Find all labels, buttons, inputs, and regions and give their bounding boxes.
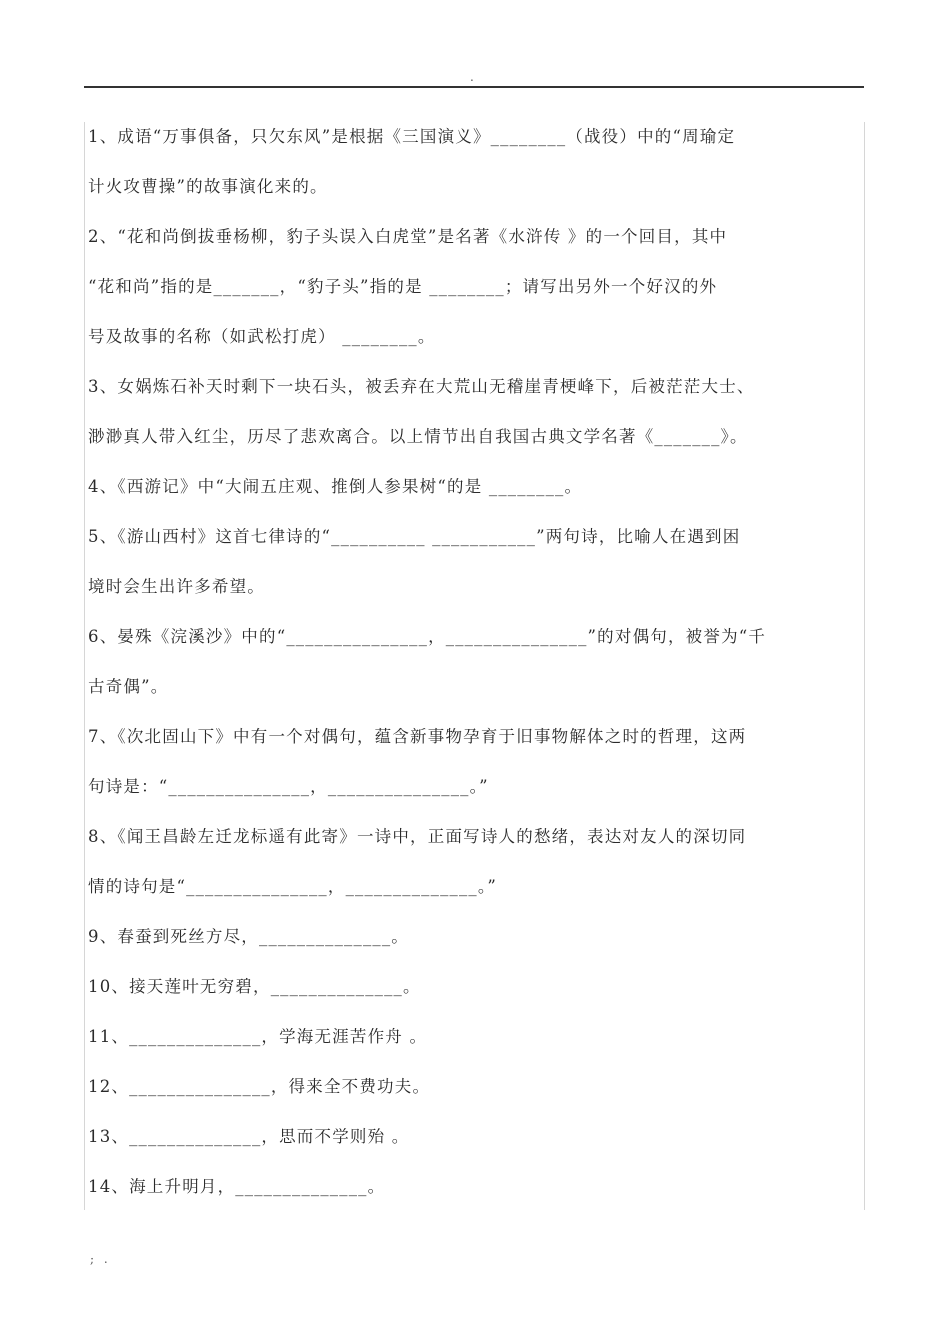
question-1-line-1: 1、成语“万事俱备，只欠东风”是根据《三国演义》________（战役）中的“周瑜定 bbox=[88, 127, 736, 146]
question-9: 9、春蚕到死丝方尽，______________。 bbox=[88, 927, 409, 946]
header-rule bbox=[84, 86, 864, 88]
question-list bbox=[88, 112, 860, 1212]
question-2-line-1: 2、“花和尚倒拔垂杨柳，豹子头误入白虎堂”是名著《水浒传 》的一个回目，其中 bbox=[88, 227, 728, 246]
question-7-line-2: 句诗是：“_______________，_______________。” bbox=[88, 777, 489, 796]
question-3-line-2: 渺渺真人带入红尘，历尽了悲欢离合。以上情节出自我国古典文学名著《_______》。 bbox=[88, 427, 748, 446]
question-5-line-2: 境时会生出许多希望。 bbox=[88, 577, 265, 596]
question-13: 13、______________，思而不学则殆 。 bbox=[88, 1127, 410, 1146]
question-8-line-2: 情的诗句是“_______________，______________。” bbox=[88, 877, 497, 896]
question-6-line-2: 古奇偶”。 bbox=[88, 677, 169, 696]
table-border-right bbox=[864, 122, 865, 1210]
header-mark: . bbox=[470, 70, 474, 84]
question-10: 10、接天莲叶无穷碧，______________。 bbox=[88, 977, 421, 996]
table-border-left bbox=[84, 122, 85, 1210]
question-6-line-1: 6、晏殊《浣溪沙》中的“_______________，_______________”的对偶句，被誉为“千 bbox=[88, 627, 767, 646]
question-4: 4、《西游记》中“大闹五庄观、推倒人参果树“的是 ________。 bbox=[88, 477, 583, 496]
question-11: 11、______________，学海无涯苦作舟 。 bbox=[88, 1027, 428, 1046]
question-5-line-1: 5、《游山西村》这首七律诗的“__________ ___________”两句诗，比喻人在遇到困 bbox=[88, 527, 741, 546]
question-8-line-1: 8、《闻王昌龄左迁龙标遥有此寄》一诗中，正面写诗人的愁绪，表达对友人的深切同 bbox=[88, 827, 747, 846]
question-3-line-1: 3、女娲炼石补天时剩下一块石头，被丢弃在大荒山无稽崖青梗峰下，后被茫茫大士、 bbox=[88, 377, 755, 396]
question-14: 14、海上升明月，______________。 bbox=[88, 1177, 386, 1196]
question-7-line-1: 7、《次北固山下》中有一个对偶句，蕴含新事物孕育于旧事物解体之时的哲理，这两 bbox=[88, 727, 747, 746]
question-12: 12、_______________，得来全不费功夫。 bbox=[88, 1077, 431, 1096]
question-2-line-2: “花和尚”指的是_______，“豹子头”指的是 ________；请写出另外一个好汉的外 bbox=[88, 277, 718, 296]
footer-mark: ; . bbox=[90, 1252, 111, 1266]
question-1-line-2: 计火攻曹操”的故事演化来的。 bbox=[88, 177, 328, 196]
question-2-line-3: 号及故事的名称（如武松打虎） ________。 bbox=[88, 327, 436, 346]
